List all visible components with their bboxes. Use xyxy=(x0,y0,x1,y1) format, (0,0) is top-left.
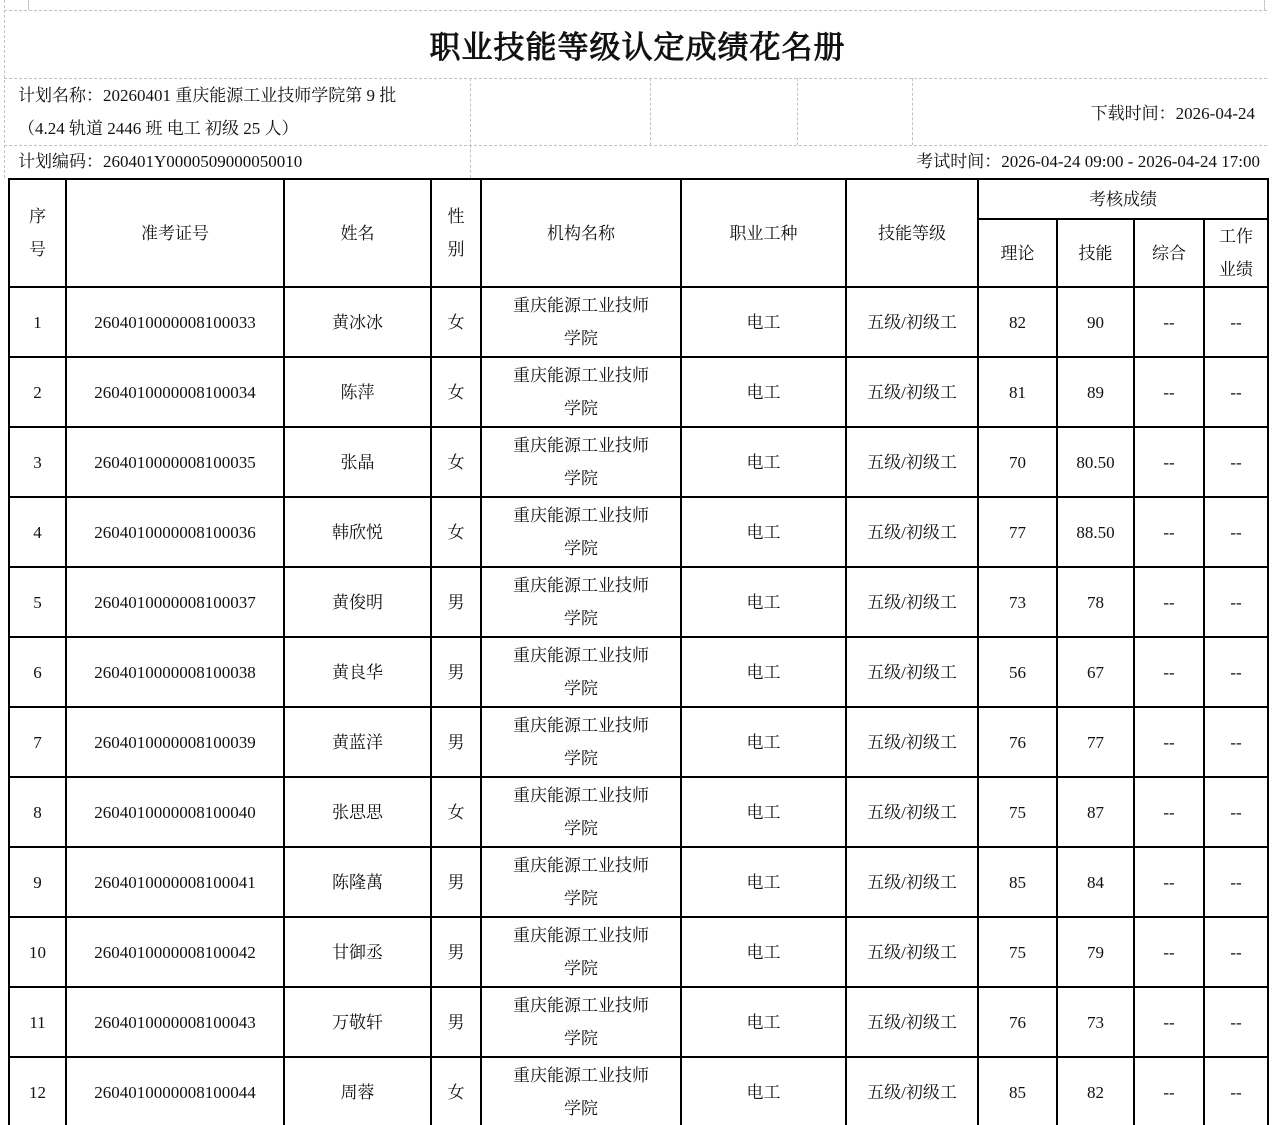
cell-org-text: 重庆能源工业技师学院 xyxy=(513,1066,649,1118)
cell-name: 周蓉 xyxy=(284,1057,431,1125)
col-header-seq-label: 序号 xyxy=(29,207,46,259)
plan-name xyxy=(18,78,468,145)
cell-work-score: -- xyxy=(1204,987,1268,1057)
cell-name: 韩欣悦 xyxy=(284,497,431,567)
table-row xyxy=(9,357,1268,427)
cell-work-score: -- xyxy=(1204,427,1268,497)
cell-name: 甘御丞 xyxy=(284,917,431,987)
cell-org xyxy=(481,287,681,357)
cell-gender: 男 xyxy=(431,987,481,1057)
col-header-occupation: 职业工种 xyxy=(681,179,846,287)
cell-gender: 男 xyxy=(431,567,481,637)
table-row xyxy=(9,497,1268,567)
cell-org xyxy=(481,637,681,707)
cell-occupation: 电工 xyxy=(681,637,846,707)
cell-occupation: 电工 xyxy=(681,1057,846,1125)
cell-name: 黄冰冰 xyxy=(284,287,431,357)
cell-work-score: -- xyxy=(1204,777,1268,847)
gridline xyxy=(797,78,798,145)
cell-seq: 11 xyxy=(9,987,66,1057)
cell-org-text: 重庆能源工业技师学院 xyxy=(513,996,649,1048)
cell-org xyxy=(481,847,681,917)
cell-level: 五级/初级工 xyxy=(846,637,978,707)
cell-org-text: 重庆能源工业技师学院 xyxy=(513,576,649,628)
cell-org xyxy=(481,707,681,777)
cell-org-text: 重庆能源工业技师学院 xyxy=(513,646,649,698)
cell-seq: 6 xyxy=(9,637,66,707)
cell-skill-score: 90 xyxy=(1057,287,1134,357)
cell-comprehensive-score: -- xyxy=(1134,287,1204,357)
cell-theory-score: 70 xyxy=(978,427,1057,497)
cell-org xyxy=(481,427,681,497)
cell-theory-score: 75 xyxy=(978,917,1057,987)
cell-occupation: 电工 xyxy=(681,917,846,987)
cell-theory-score: 82 xyxy=(978,287,1057,357)
exam-time: 考试时间：2026-04-24 09:00 - 2026-04-24 17:00 xyxy=(916,152,1260,171)
cell-work-score: -- xyxy=(1204,567,1268,637)
col-header-theory: 理论 xyxy=(978,219,1057,287)
col-header-name: 姓名 xyxy=(284,179,431,287)
cell-level: 五级/初级工 xyxy=(846,917,978,987)
cell-ticket: 2604010000008100034 xyxy=(66,357,284,427)
cell-org xyxy=(481,357,681,427)
cell-org-text: 重庆能源工业技师学院 xyxy=(513,926,649,978)
cell-occupation: 电工 xyxy=(681,567,846,637)
cell-comprehensive-score: -- xyxy=(1134,917,1204,987)
cell-level: 五级/初级工 xyxy=(846,1057,978,1125)
cell-ticket: 2604010000008100039 xyxy=(66,707,284,777)
col-header-skill: 技能 xyxy=(1057,219,1134,287)
cell-theory-score: 76 xyxy=(978,707,1057,777)
cell-theory-score: 77 xyxy=(978,497,1057,567)
cell-occupation: 电工 xyxy=(681,987,846,1057)
cell-skill-score: 80.50 xyxy=(1057,427,1134,497)
cell-org xyxy=(481,497,681,567)
cell-gender: 男 xyxy=(431,847,481,917)
cell-name: 黄良华 xyxy=(284,637,431,707)
cell-theory-score: 85 xyxy=(978,847,1057,917)
cell-work-score: -- xyxy=(1204,287,1268,357)
roster-table xyxy=(8,178,1269,1125)
cell-skill-score: 87 xyxy=(1057,777,1134,847)
cell-comprehensive-score: -- xyxy=(1134,357,1204,427)
cell-seq: 1 xyxy=(9,287,66,357)
plan-code: 计划编码：260401Y0000509000050010 xyxy=(18,152,303,171)
cell-work-score: -- xyxy=(1204,917,1268,987)
cell-org-text: 重庆能源工业技师学院 xyxy=(513,506,649,558)
cell-gender: 男 xyxy=(431,917,481,987)
col-header-level: 技能等级 xyxy=(846,179,978,287)
cell-comprehensive-score: -- xyxy=(1134,567,1204,637)
cell-gender: 女 xyxy=(431,427,481,497)
cell-seq: 10 xyxy=(9,917,66,987)
cell-level: 五级/初级工 xyxy=(846,287,978,357)
cell-seq: 4 xyxy=(9,497,66,567)
cell-gender: 女 xyxy=(431,287,481,357)
table-row xyxy=(9,847,1268,917)
cell-comprehensive-score: -- xyxy=(1134,987,1204,1057)
cell-work-score: -- xyxy=(1204,497,1268,567)
cell-org xyxy=(481,567,681,637)
cell-gender: 女 xyxy=(431,1057,481,1125)
cell-name: 万敬轩 xyxy=(284,987,431,1057)
page-title: 职业技能等级认定成绩花名册 xyxy=(429,29,846,65)
col-header-work xyxy=(1204,219,1268,287)
cell-org xyxy=(481,987,681,1057)
cell-occupation: 电工 xyxy=(681,357,846,427)
cell-comprehensive-score: -- xyxy=(1134,427,1204,497)
cell-name: 张思思 xyxy=(284,777,431,847)
cell-skill-score: 73 xyxy=(1057,987,1134,1057)
cell-occupation: 电工 xyxy=(681,707,846,777)
cell-level: 五级/初级工 xyxy=(846,987,978,1057)
col-header-gender-label: 性别 xyxy=(447,207,465,259)
cell-name: 黄俊明 xyxy=(284,567,431,637)
cell-ticket: 2604010000008100042 xyxy=(66,917,284,987)
table-row xyxy=(9,1057,1268,1125)
cell-skill-score: 78 xyxy=(1057,567,1134,637)
download-time: 下载时间：2026-04-24 xyxy=(1090,104,1255,123)
cell-gender: 女 xyxy=(431,357,481,427)
cell-skill-score: 82 xyxy=(1057,1057,1134,1125)
cell-theory-score: 75 xyxy=(978,777,1057,847)
cell-seq: 9 xyxy=(9,847,66,917)
cell-level: 五级/初级工 xyxy=(846,427,978,497)
cell-skill-score: 67 xyxy=(1057,637,1134,707)
cell-seq: 7 xyxy=(9,707,66,777)
cell-ticket: 2604010000008100044 xyxy=(66,1057,284,1125)
cell-skill-score: 84 xyxy=(1057,847,1134,917)
cell-gender: 男 xyxy=(431,707,481,777)
cell-name: 陈隆萬 xyxy=(284,847,431,917)
cell-ticket: 2604010000008100036 xyxy=(66,497,284,567)
cell-theory-score: 85 xyxy=(978,1057,1057,1125)
gridline xyxy=(650,78,651,145)
cell-gender: 男 xyxy=(431,637,481,707)
cell-seq: 3 xyxy=(9,427,66,497)
cell-ticket: 2604010000008100043 xyxy=(66,987,284,1057)
cell-level: 五级/初级工 xyxy=(846,567,978,637)
cell-org-text: 重庆能源工业技师学院 xyxy=(513,786,649,838)
cell-org-text: 重庆能源工业技师学院 xyxy=(513,436,649,488)
cell-theory-score: 76 xyxy=(978,987,1057,1057)
table-row xyxy=(9,917,1268,987)
table-row xyxy=(9,287,1268,357)
cell-ticket: 2604010000008100038 xyxy=(66,637,284,707)
cell-work-score: -- xyxy=(1204,847,1268,917)
cell-occupation: 电工 xyxy=(681,847,846,917)
cell-level: 五级/初级工 xyxy=(846,847,978,917)
cell-ticket: 2604010000008100041 xyxy=(66,847,284,917)
cell-org-text: 重庆能源工业技师学院 xyxy=(513,716,649,768)
cell-name: 张晶 xyxy=(284,427,431,497)
cell-ticket: 2604010000008100033 xyxy=(66,287,284,357)
plan-name-line1: 计划名称：20260401 重庆能源工业技师学院第 9 批 xyxy=(18,85,397,105)
table-row xyxy=(9,637,1268,707)
cell-skill-score: 88.50 xyxy=(1057,497,1134,567)
cell-level: 五级/初级工 xyxy=(846,497,978,567)
cell-org xyxy=(481,917,681,987)
table-header-row-1 xyxy=(9,179,1268,219)
gridline xyxy=(1264,0,1265,10)
cell-work-score: -- xyxy=(1204,1057,1268,1125)
cell-level: 五级/初级工 xyxy=(846,357,978,427)
cell-skill-score: 79 xyxy=(1057,917,1134,987)
table-row xyxy=(9,777,1268,847)
cell-theory-score: 56 xyxy=(978,637,1057,707)
cell-skill-score: 89 xyxy=(1057,357,1134,427)
cell-comprehensive-score: -- xyxy=(1134,637,1204,707)
col-header-gender xyxy=(431,179,481,287)
cell-work-score: -- xyxy=(1204,357,1268,427)
cell-comprehensive-score: -- xyxy=(1134,847,1204,917)
cell-seq: 8 xyxy=(9,777,66,847)
cell-comprehensive-score: -- xyxy=(1134,707,1204,777)
cell-comprehensive-score: -- xyxy=(1134,1057,1204,1125)
cell-seq: 12 xyxy=(9,1057,66,1125)
col-header-ticket: 准考证号 xyxy=(66,179,284,287)
table-row xyxy=(9,567,1268,637)
cell-occupation: 电工 xyxy=(681,287,846,357)
cell-seq: 5 xyxy=(9,567,66,637)
cell-org xyxy=(481,777,681,847)
gridline xyxy=(28,0,29,10)
cell-ticket: 2604010000008100035 xyxy=(66,427,284,497)
cell-work-score: -- xyxy=(1204,637,1268,707)
col-header-seq xyxy=(9,179,66,287)
cell-occupation: 电工 xyxy=(681,497,846,567)
cell-theory-score: 73 xyxy=(978,567,1057,637)
cell-org-text: 重庆能源工业技师学院 xyxy=(513,366,649,418)
roster-body xyxy=(9,287,1268,1125)
table-row xyxy=(9,707,1268,777)
gridline xyxy=(470,78,471,178)
cell-occupation: 电工 xyxy=(681,777,846,847)
plan-name-line2: （4.24 轨道 2446 班 电工 初级 25 人） xyxy=(18,118,299,138)
col-header-score-group: 考核成绩 xyxy=(978,179,1268,219)
cell-org-text: 重庆能源工业技师学院 xyxy=(513,296,649,348)
cell-work-score: -- xyxy=(1204,707,1268,777)
gridline xyxy=(912,78,913,145)
col-header-comprehensive: 综合 xyxy=(1134,219,1204,287)
col-header-work-label: 工作业绩 xyxy=(1219,227,1253,279)
cell-gender: 女 xyxy=(431,497,481,567)
cell-name: 陈萍 xyxy=(284,357,431,427)
cell-level: 五级/初级工 xyxy=(846,777,978,847)
cell-skill-score: 77 xyxy=(1057,707,1134,777)
cell-level: 五级/初级工 xyxy=(846,707,978,777)
cell-name: 黄蓝洋 xyxy=(284,707,431,777)
col-header-org: 机构名称 xyxy=(481,179,681,287)
cell-ticket: 2604010000008100037 xyxy=(66,567,284,637)
cell-org xyxy=(481,1057,681,1125)
table-row xyxy=(9,987,1268,1057)
cell-comprehensive-score: -- xyxy=(1134,777,1204,847)
cell-ticket: 2604010000008100040 xyxy=(66,777,284,847)
cell-seq: 2 xyxy=(9,357,66,427)
table-row xyxy=(9,427,1268,497)
cell-theory-score: 81 xyxy=(978,357,1057,427)
cell-comprehensive-score: -- xyxy=(1134,497,1204,567)
cell-org-text: 重庆能源工业技师学院 xyxy=(513,856,649,908)
cell-occupation: 电工 xyxy=(681,427,846,497)
cell-gender: 女 xyxy=(431,777,481,847)
